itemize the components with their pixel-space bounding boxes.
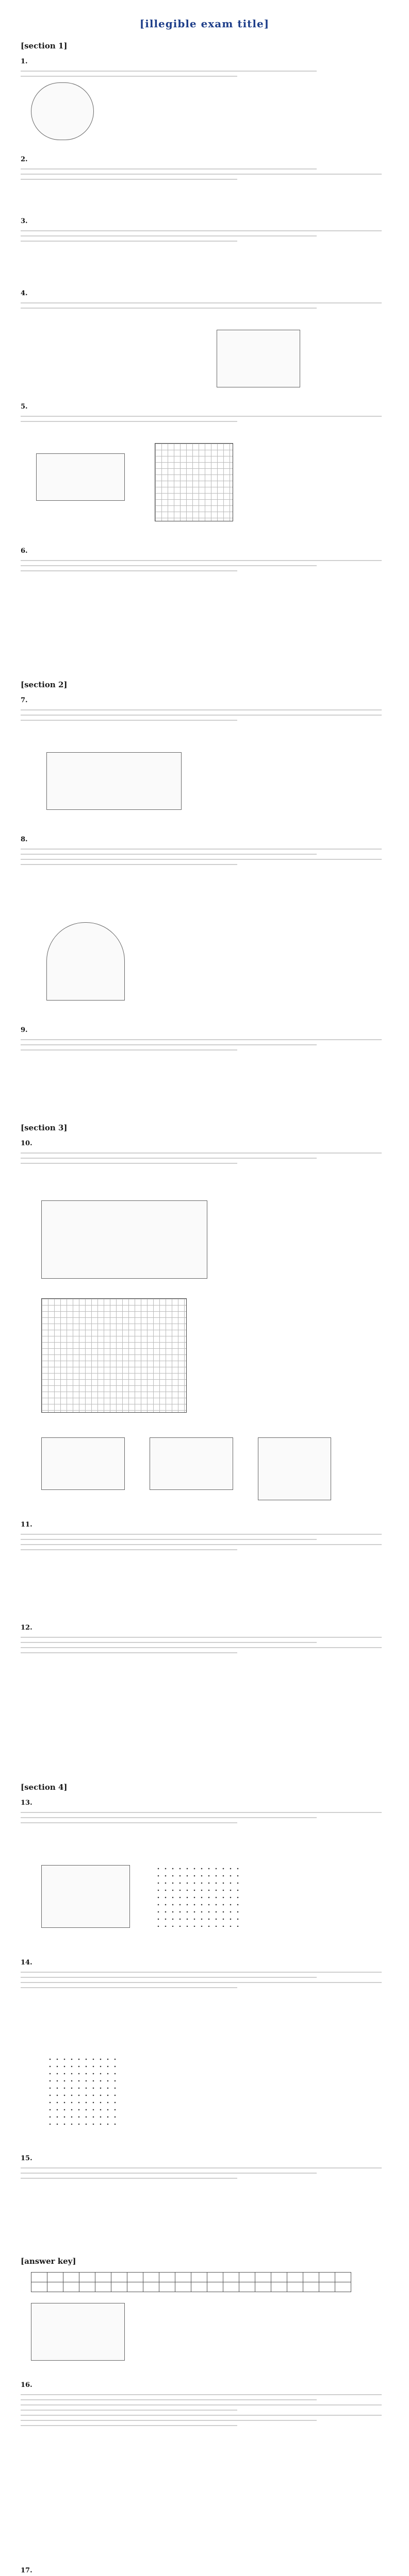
- question-number: 2.: [21, 156, 28, 163]
- question-number: 4.: [21, 290, 28, 297]
- question-number: 12.: [21, 1624, 32, 1632]
- figure-graph-paper: [41, 1298, 187, 1413]
- question: [21, 696, 382, 725]
- figure-diagram: [217, 330, 300, 387]
- question-number: 8.: [21, 836, 28, 843]
- question: [21, 1623, 382, 1657]
- question-number: 13.: [21, 1799, 32, 1807]
- section-header: [section 2]: [21, 680, 68, 689]
- question-number: 16.: [21, 2381, 32, 2389]
- question: [21, 289, 382, 313]
- question-number: 15.: [21, 2155, 32, 2162]
- figure-field: [46, 752, 182, 810]
- question: [21, 1025, 382, 1055]
- question: [21, 57, 382, 81]
- figure-grid: [155, 443, 233, 521]
- question-number: 7.: [21, 697, 28, 704]
- question: [21, 155, 382, 184]
- question-number: 10.: [21, 1140, 32, 1147]
- question: [21, 1798, 382, 1827]
- question-number: 9.: [21, 1026, 28, 1034]
- figure-circuit: [36, 453, 125, 501]
- figure-circuit: [31, 2303, 125, 2361]
- question-number: 5.: [21, 403, 28, 411]
- section-header: [section 4]: [21, 1783, 68, 1792]
- figure-magnetic-field: [155, 1865, 242, 1927]
- question: [21, 1520, 382, 1554]
- figure-rails: [41, 1865, 130, 1928]
- question: [21, 2566, 382, 2576]
- question: [21, 1139, 382, 1168]
- figure-line-graph: [258, 1437, 331, 1500]
- section-header: [section 3]: [21, 1123, 68, 1132]
- figure-blank-box: [41, 1200, 207, 1279]
- figure-circuit: [150, 1437, 233, 1490]
- question: [21, 546, 382, 575]
- question: [21, 402, 382, 426]
- question: [21, 835, 382, 869]
- section-header: [answer key]: [21, 2257, 76, 2266]
- figure-meter: [41, 1437, 125, 1490]
- figure-circle: [31, 82, 94, 140]
- question: [21, 216, 382, 246]
- question-number: 17.: [21, 2567, 32, 2574]
- question-number: 1.: [21, 58, 28, 65]
- page-title: [illegible exam title]: [139, 18, 270, 30]
- question-number: 11.: [21, 1521, 32, 1529]
- question-number: 6.: [21, 547, 28, 555]
- figure-magnetic-field: [46, 2056, 119, 2128]
- section-header: [section 1]: [21, 41, 68, 50]
- question-number: 14.: [21, 1959, 32, 1967]
- answer-table: [31, 2272, 351, 2292]
- question: [21, 2380, 382, 2430]
- question: [21, 2154, 382, 2183]
- figure-arc: [46, 922, 125, 1001]
- question: [21, 1958, 382, 1992]
- question-number: 3.: [21, 217, 28, 225]
